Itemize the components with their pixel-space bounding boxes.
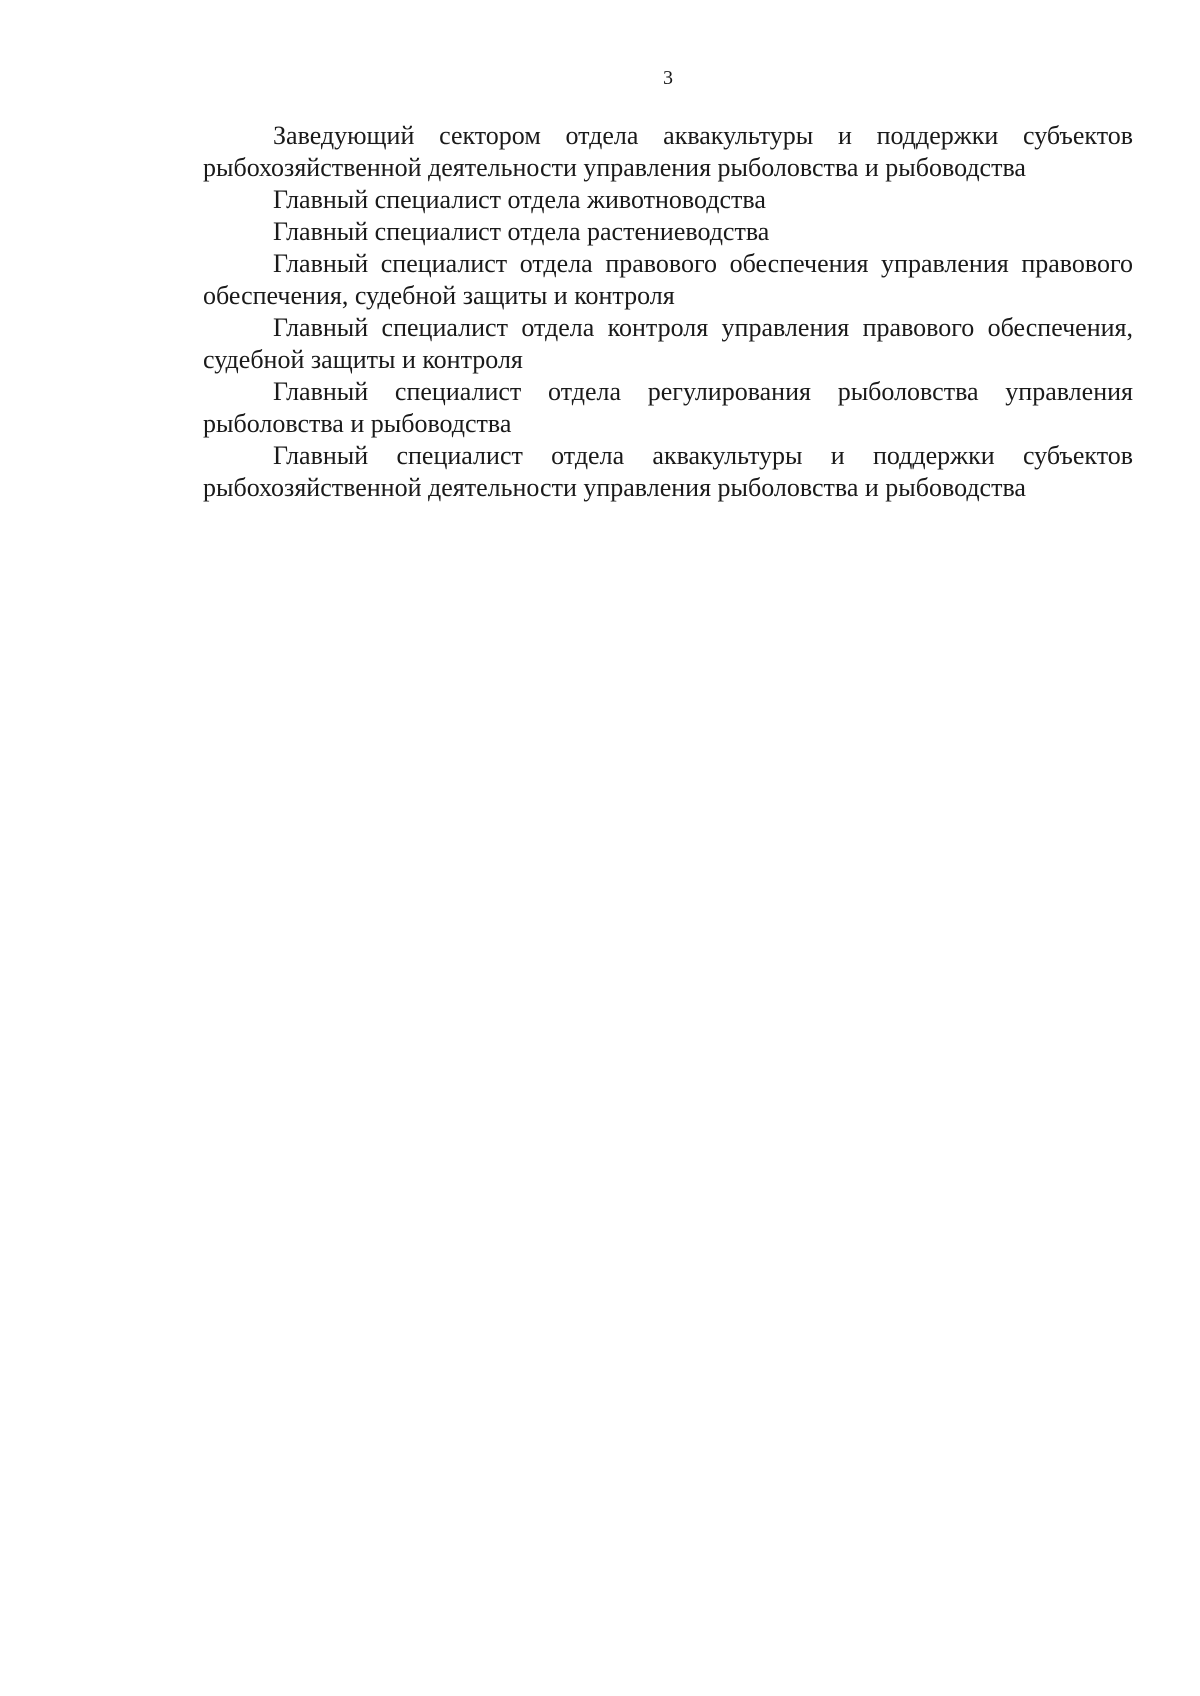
- position-paragraph: Главный специалист отдела животноводства: [273, 185, 766, 214]
- position-paragraph: Главный специалист отдела аквакультуры и поддержки субъектов рыбохозяйственной деятельности управления рыболовства и рыбоводства: [203, 441, 1133, 502]
- page-number: 3: [663, 67, 673, 89]
- position-paragraph: Главный специалист отдела правового обеспечения управления правового обеспечения, судебной защиты и контроля: [203, 249, 1133, 310]
- position-paragraph: Главный специалист отдела контроля управления правового обеспечения, судебной защиты и контроля: [203, 313, 1133, 374]
- document-body: [203, 120, 1133, 504]
- position-paragraph: Главный специалист отдела растениеводства: [273, 217, 770, 246]
- position-paragraph: Заведующий сектором отдела аквакультуры и поддержки субъектов рыбохозяйственной деятельности управления рыболовства и рыбоводства: [203, 121, 1133, 182]
- position-paragraph: Главный специалист отдела регулирования рыболовства управления рыболовства и рыбоводства: [203, 377, 1133, 438]
